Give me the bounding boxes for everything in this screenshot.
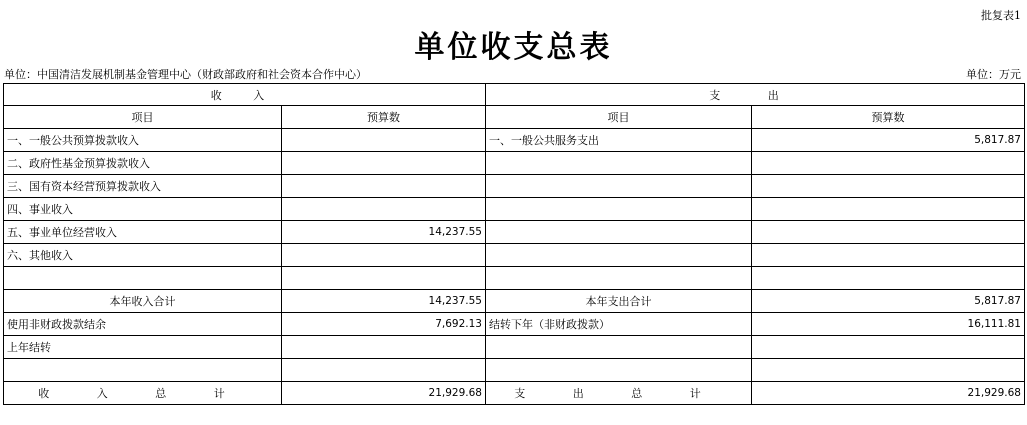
table-section-header-row	[4, 84, 1025, 106]
table-row	[4, 267, 1025, 290]
annual-income-value: 14,237.55	[282, 290, 486, 313]
expense-value-cell	[752, 267, 1025, 290]
empty-cell	[282, 359, 486, 382]
balance-row	[4, 313, 1025, 336]
expense-value-cell	[752, 152, 1025, 175]
expense-item-cell	[486, 244, 752, 267]
table-column-header-row	[4, 106, 1025, 129]
nonfiscal-balance-value: 7,692.13	[282, 313, 486, 336]
empty-cell	[486, 336, 752, 359]
nonfiscal-balance-label: 使用非财政拨款结余	[4, 313, 282, 336]
income-expense-table	[3, 83, 1025, 405]
income-value-cell	[282, 244, 486, 267]
income-section-header: 收 入	[4, 84, 486, 106]
table-row	[4, 152, 1025, 175]
expense-value-cell: 5,817.87	[752, 129, 1025, 152]
approval-number: 批复表1	[981, 9, 1021, 22]
carry-next-value: 16,111.81	[752, 313, 1025, 336]
income-item-cell: 四、事业收入	[4, 198, 282, 221]
income-value-cell	[282, 198, 486, 221]
empty-cell	[752, 336, 1025, 359]
income-item-header: 项目	[4, 106, 282, 129]
income-item-cell	[4, 267, 282, 290]
unit-name: 单位：中国清洁发展机制基金管理中心（财政部政府和社会资本合作中心）	[4, 68, 367, 81]
prior-carry-row	[4, 336, 1025, 359]
income-item-cell: 六、其他收入	[4, 244, 282, 267]
empty-cell	[4, 359, 282, 382]
prior-carry-label: 上年结转	[4, 336, 282, 359]
total-expense-label: 支 出 总 计	[486, 382, 752, 405]
expense-item-cell	[486, 198, 752, 221]
expense-item-cell	[486, 267, 752, 290]
page-title: 单位收支总表	[414, 30, 613, 65]
income-item-cell: 五、事业单位经营收入	[4, 221, 282, 244]
annual-expense-value: 5,817.87	[752, 290, 1025, 313]
expense-item-cell: 一、一般公共服务支出	[486, 129, 752, 152]
table-row	[4, 244, 1025, 267]
empty-cell	[486, 359, 752, 382]
income-value-cell	[282, 267, 486, 290]
income-value-cell	[282, 175, 486, 198]
table-row	[4, 198, 1025, 221]
income-value-cell	[282, 129, 486, 152]
grand-total-row	[4, 382, 1025, 405]
blank-row	[4, 359, 1025, 382]
expense-value-cell	[752, 198, 1025, 221]
total-income-label: 收 入 总 计	[4, 382, 282, 405]
expense-item-cell	[486, 175, 752, 198]
empty-cell	[752, 359, 1025, 382]
expense-item-cell	[486, 152, 752, 175]
expense-section-header: 支 出	[486, 84, 1025, 106]
income-value-cell: 14,237.55	[282, 221, 486, 244]
income-value-cell	[282, 152, 486, 175]
expense-item-header: 项目	[486, 106, 752, 129]
annual-income-label: 本年收入合计	[4, 290, 282, 313]
table-row	[4, 175, 1025, 198]
income-item-cell: 一、一般公共预算拨款收入	[4, 129, 282, 152]
expense-value-cell	[752, 221, 1025, 244]
income-budget-header: 预算数	[282, 106, 486, 129]
expense-budget-header: 预算数	[752, 106, 1025, 129]
income-item-cell: 二、政府性基金预算拨款收入	[4, 152, 282, 175]
expense-value-cell	[752, 244, 1025, 267]
annual-expense-label: 本年支出合计	[486, 290, 752, 313]
total-expense-value: 21,929.68	[752, 382, 1025, 405]
table-row	[4, 129, 1025, 152]
income-item-cell: 三、国有资本经营预算拨款收入	[4, 175, 282, 198]
currency-unit: 单位：万元	[966, 68, 1021, 81]
prior-carry-value	[282, 336, 486, 359]
expense-value-cell	[752, 175, 1025, 198]
total-income-value: 21,929.68	[282, 382, 486, 405]
annual-total-row	[4, 290, 1025, 313]
carry-next-label: 结转下年（非财政拨款）	[486, 313, 752, 336]
expense-item-cell	[486, 221, 752, 244]
table-row	[4, 221, 1025, 244]
